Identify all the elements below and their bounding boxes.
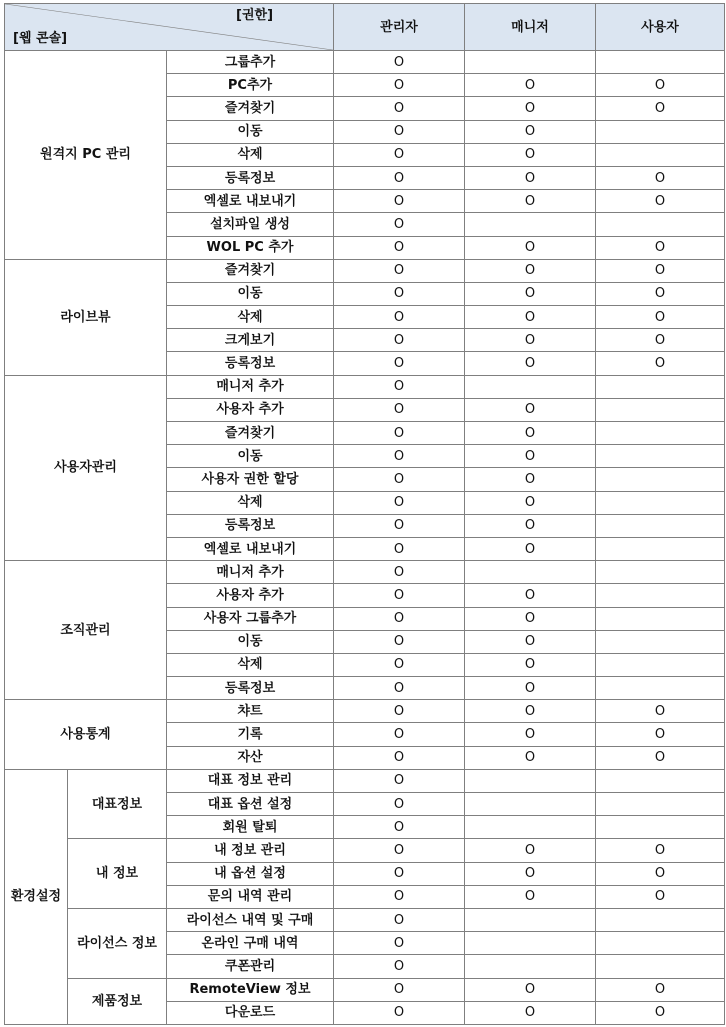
feature-cell: 이동 xyxy=(167,282,334,305)
permission-cell xyxy=(596,885,725,908)
permission-cell xyxy=(334,259,465,282)
permission-cell xyxy=(465,607,596,630)
permission-mark: O xyxy=(524,680,536,696)
permission-mark: O xyxy=(393,680,405,696)
feature-cell: 쿠폰관리 xyxy=(167,955,334,978)
permission-mark: O xyxy=(654,263,666,279)
permission-cell xyxy=(596,422,725,445)
permission-cell xyxy=(334,816,465,839)
permission-cell xyxy=(596,213,725,236)
permission-mark: O xyxy=(393,147,405,163)
permission-cell xyxy=(465,120,596,143)
permission-cell xyxy=(334,885,465,908)
feature-cell: 등록정보 xyxy=(167,352,334,375)
permission-cell xyxy=(334,700,465,723)
section-label: 사용통계 xyxy=(5,700,167,770)
permission-cell xyxy=(465,978,596,1001)
permission-cell xyxy=(596,1001,725,1024)
permission-mark: O xyxy=(393,332,405,348)
permission-mark: O xyxy=(524,982,536,998)
permission-mark: O xyxy=(393,912,405,928)
permission-cell xyxy=(334,1001,465,1024)
feature-cell: 문의 내역 관리 xyxy=(167,885,334,908)
permission-mark: O xyxy=(524,1005,536,1021)
permission-mark: O xyxy=(393,750,405,766)
table-row xyxy=(5,375,725,398)
permission-mark: O xyxy=(524,866,536,882)
permission-cell xyxy=(334,561,465,584)
permission-mark: O xyxy=(393,982,405,998)
permission-cell xyxy=(334,143,465,166)
permission-mark: O xyxy=(524,240,536,256)
permission-mark: O xyxy=(524,541,536,557)
permission-cell xyxy=(596,862,725,885)
permission-cell xyxy=(334,375,465,398)
permission-mark: O xyxy=(524,263,536,279)
permission-cell xyxy=(465,700,596,723)
permission-cell xyxy=(596,793,725,816)
permission-cell xyxy=(334,584,465,607)
permission-cell xyxy=(596,51,725,74)
permission-cell xyxy=(465,213,596,236)
group-label: 라이선스 정보 xyxy=(68,908,167,978)
permission-cell xyxy=(596,166,725,189)
feature-cell: PC추가 xyxy=(167,74,334,97)
permission-cell xyxy=(334,491,465,514)
feature-cell: 엑셀로 내보내기 xyxy=(167,537,334,560)
permission-cell xyxy=(334,352,465,375)
permission-cell xyxy=(596,537,725,560)
permission-cell xyxy=(334,862,465,885)
group-label: 대표정보 xyxy=(68,769,167,839)
permission-mark: O xyxy=(654,309,666,325)
permission-mark: O xyxy=(524,727,536,743)
permission-cell xyxy=(465,352,596,375)
permission-mark: O xyxy=(654,170,666,186)
permission-mark: O xyxy=(393,471,405,487)
permission-cell xyxy=(596,143,725,166)
permission-cell xyxy=(596,282,725,305)
permission-cell xyxy=(596,514,725,537)
feature-cell: 온라인 구매 내역 xyxy=(167,932,334,955)
permission-cell xyxy=(334,236,465,259)
permission-mark: O xyxy=(524,587,536,603)
permission-cell xyxy=(334,793,465,816)
feature-cell: RemoteView 정보 xyxy=(167,978,334,1001)
table-row xyxy=(5,839,725,862)
permission-mark: O xyxy=(393,124,405,140)
permission-cell xyxy=(334,653,465,676)
permission-cell xyxy=(334,537,465,560)
permission-mark: O xyxy=(393,657,405,673)
permission-mark: O xyxy=(393,379,405,395)
permission-cell xyxy=(596,120,725,143)
permission-cell xyxy=(334,769,465,792)
section-label: 조직관리 xyxy=(5,561,167,700)
permission-cell xyxy=(465,398,596,421)
permission-mark: O xyxy=(524,750,536,766)
table-row xyxy=(5,561,725,584)
feature-cell: 매니저 추가 xyxy=(167,375,334,398)
permission-cell xyxy=(334,839,465,862)
permission-cell xyxy=(465,422,596,445)
permission-cell xyxy=(596,607,725,630)
permission-mark: O xyxy=(654,727,666,743)
permission-cell xyxy=(334,908,465,931)
permission-cell xyxy=(465,932,596,955)
feature-cell: WOL PC 추가 xyxy=(167,236,334,259)
permission-cell xyxy=(465,584,596,607)
permission-table xyxy=(4,3,725,1025)
permission-mark: O xyxy=(393,935,405,951)
permission-mark: O xyxy=(524,309,536,325)
permission-mark: O xyxy=(393,193,405,209)
permission-cell xyxy=(465,468,596,491)
permission-cell xyxy=(465,677,596,700)
permission-mark: O xyxy=(524,147,536,163)
permission-mark: O xyxy=(393,958,405,974)
permission-cell xyxy=(596,398,725,421)
permission-mark: O xyxy=(393,866,405,882)
permission-cell xyxy=(596,445,725,468)
feature-cell: 엑셀로 내보내기 xyxy=(167,190,334,213)
permission-cell xyxy=(465,885,596,908)
permission-mark: O xyxy=(654,982,666,998)
table-row xyxy=(5,978,725,1001)
permission-cell xyxy=(596,74,725,97)
permission-cell xyxy=(596,932,725,955)
permission-mark: O xyxy=(393,495,405,511)
permission-cell xyxy=(465,816,596,839)
permission-mark: O xyxy=(524,495,536,511)
permission-cell xyxy=(334,329,465,352)
permission-mark: O xyxy=(524,425,536,441)
permission-cell xyxy=(465,630,596,653)
permission-mark: O xyxy=(654,866,666,882)
permission-mark: O xyxy=(393,77,405,93)
permission-mark: O xyxy=(524,356,536,372)
permission-mark: O xyxy=(524,889,536,905)
feature-cell: 이동 xyxy=(167,120,334,143)
feature-cell: 즐겨찾기 xyxy=(167,97,334,120)
feature-cell: 사용자 그룹추가 xyxy=(167,607,334,630)
section-label: 라이브뷰 xyxy=(5,259,167,375)
permission-mark: O xyxy=(524,842,536,858)
permission-cell xyxy=(334,213,465,236)
permission-mark: O xyxy=(393,727,405,743)
permission-mark: O xyxy=(393,773,405,789)
permission-cell xyxy=(465,166,596,189)
permission-cell xyxy=(465,306,596,329)
permission-cell xyxy=(465,723,596,746)
permission-cell xyxy=(596,306,725,329)
permission-cell xyxy=(334,51,465,74)
permission-cell xyxy=(596,955,725,978)
permission-cell xyxy=(465,514,596,537)
permission-mark: O xyxy=(524,170,536,186)
corner-header-cell xyxy=(5,4,334,51)
feature-cell: 기록 xyxy=(167,723,334,746)
feature-cell: 등록정보 xyxy=(167,514,334,537)
permission-mark: O xyxy=(524,402,536,418)
permission-cell xyxy=(596,375,725,398)
permission-cell xyxy=(465,97,596,120)
permission-cell xyxy=(596,816,725,839)
permission-mark: O xyxy=(393,54,405,70)
permission-cell xyxy=(465,190,596,213)
feature-cell: 사용자 추가 xyxy=(167,398,334,421)
permission-mark: O xyxy=(393,216,405,232)
permission-cell xyxy=(465,282,596,305)
permission-mark: O xyxy=(524,332,536,348)
permission-cell xyxy=(596,908,725,931)
permission-mark: O xyxy=(393,587,405,603)
permission-cell xyxy=(465,793,596,816)
permission-cell xyxy=(334,120,465,143)
permission-mark: O xyxy=(654,842,666,858)
feature-cell: 대표 정보 관리 xyxy=(167,769,334,792)
group-label: 내 정보 xyxy=(68,839,167,909)
permission-cell xyxy=(465,74,596,97)
permission-cell xyxy=(334,166,465,189)
permission-cell xyxy=(596,468,725,491)
permission-mark: O xyxy=(524,657,536,673)
role-header-manager: 매니저 xyxy=(465,4,596,51)
permission-cell xyxy=(334,97,465,120)
permission-cell xyxy=(465,839,596,862)
table-row xyxy=(5,908,725,931)
permission-cell xyxy=(465,908,596,931)
permission-mark: O xyxy=(393,819,405,835)
feature-cell: 그룹추가 xyxy=(167,51,334,74)
corner-label-permission: [권한] xyxy=(236,8,274,23)
permission-cell xyxy=(334,932,465,955)
table-row xyxy=(5,259,725,282)
permission-cell xyxy=(596,491,725,514)
permission-mark: O xyxy=(654,332,666,348)
feature-cell: 즐겨찾기 xyxy=(167,259,334,282)
permission-mark: O xyxy=(393,611,405,627)
permission-cell xyxy=(465,955,596,978)
permission-mark: O xyxy=(393,634,405,650)
feature-cell: 이동 xyxy=(167,630,334,653)
permission-mark: O xyxy=(393,425,405,441)
permission-cell xyxy=(596,630,725,653)
permission-cell xyxy=(334,746,465,769)
permission-cell xyxy=(334,74,465,97)
permission-cell xyxy=(334,190,465,213)
permission-cell xyxy=(596,723,725,746)
permission-cell xyxy=(334,677,465,700)
permission-cell xyxy=(334,630,465,653)
permission-mark: O xyxy=(524,634,536,650)
group-label: 제품정보 xyxy=(68,978,167,1024)
permission-cell xyxy=(465,236,596,259)
feature-cell: 삭제 xyxy=(167,143,334,166)
permission-mark: O xyxy=(654,356,666,372)
permission-cell xyxy=(596,839,725,862)
permission-cell xyxy=(596,259,725,282)
role-header-admin: 관리자 xyxy=(334,4,465,51)
permission-mark: O xyxy=(654,240,666,256)
permission-mark: O xyxy=(393,796,405,812)
permission-mark: O xyxy=(654,1005,666,1021)
permission-cell xyxy=(334,514,465,537)
permission-cell xyxy=(465,1001,596,1024)
permission-mark: O xyxy=(393,842,405,858)
permission-cell xyxy=(596,769,725,792)
permission-mark: O xyxy=(654,889,666,905)
permission-mark: O xyxy=(654,100,666,116)
permission-cell xyxy=(334,306,465,329)
permission-cell xyxy=(596,978,725,1001)
permission-cell xyxy=(465,329,596,352)
feature-cell: 내 옵션 설정 xyxy=(167,862,334,885)
permission-mark: O xyxy=(524,100,536,116)
permission-mark: O xyxy=(393,356,405,372)
permission-mark: O xyxy=(393,240,405,256)
permission-cell xyxy=(334,422,465,445)
feature-cell: 자산 xyxy=(167,746,334,769)
permission-mark: O xyxy=(654,77,666,93)
permission-cell xyxy=(596,236,725,259)
permission-cell xyxy=(334,398,465,421)
permission-mark: O xyxy=(524,518,536,534)
permission-mark: O xyxy=(393,541,405,557)
header-row xyxy=(5,4,725,51)
permission-mark: O xyxy=(393,309,405,325)
permission-cell xyxy=(596,561,725,584)
permission-cell xyxy=(465,769,596,792)
permission-cell xyxy=(465,746,596,769)
section-label: 환경설정 xyxy=(5,769,68,1024)
permission-cell xyxy=(596,329,725,352)
section-label: 사용자관리 xyxy=(5,375,167,561)
corner-label-console: [웹 콘솔] xyxy=(13,31,68,46)
permission-mark: O xyxy=(393,402,405,418)
permission-mark: O xyxy=(654,286,666,302)
feature-cell: 삭제 xyxy=(167,491,334,514)
permission-cell xyxy=(465,51,596,74)
permission-mark: O xyxy=(524,124,536,140)
feature-cell: 대표 옵션 설정 xyxy=(167,793,334,816)
feature-cell: 이동 xyxy=(167,445,334,468)
permission-cell xyxy=(596,352,725,375)
permission-cell xyxy=(596,677,725,700)
permission-cell xyxy=(334,468,465,491)
permission-cell xyxy=(465,561,596,584)
feature-cell: 내 정보 관리 xyxy=(167,839,334,862)
permission-cell xyxy=(334,607,465,630)
permission-mark: O xyxy=(393,889,405,905)
section-label: 원격지 PC 관리 xyxy=(5,51,167,260)
permission-mark: O xyxy=(524,193,536,209)
permission-cell xyxy=(465,653,596,676)
feature-cell: 등록정보 xyxy=(167,166,334,189)
permission-mark: O xyxy=(393,703,405,719)
feature-cell: 사용자 추가 xyxy=(167,584,334,607)
permission-cell xyxy=(596,700,725,723)
feature-cell: 삭제 xyxy=(167,653,334,676)
table-row xyxy=(5,51,725,74)
permission-cell xyxy=(596,653,725,676)
permission-mark: O xyxy=(393,286,405,302)
permission-mark: O xyxy=(393,564,405,580)
feature-cell: 회원 탈퇴 xyxy=(167,816,334,839)
permission-mark: O xyxy=(524,286,536,302)
feature-cell: 등록정보 xyxy=(167,677,334,700)
feature-cell: 챠트 xyxy=(167,700,334,723)
role-header-user: 사용자 xyxy=(596,4,725,51)
permission-cell xyxy=(465,537,596,560)
feature-cell: 크게보기 xyxy=(167,329,334,352)
permission-cell xyxy=(465,259,596,282)
permission-cell xyxy=(334,723,465,746)
permission-mark: O xyxy=(393,263,405,279)
permission-cell xyxy=(465,862,596,885)
permission-mark: O xyxy=(393,100,405,116)
permission-cell xyxy=(596,97,725,120)
permission-cell xyxy=(596,746,725,769)
permission-mark: O xyxy=(524,703,536,719)
permission-mark: O xyxy=(393,518,405,534)
feature-cell: 다운로드 xyxy=(167,1001,334,1024)
permission-cell xyxy=(465,143,596,166)
permission-cell xyxy=(334,445,465,468)
permission-mark: O xyxy=(524,471,536,487)
permission-mark: O xyxy=(654,750,666,766)
permission-mark: O xyxy=(393,1005,405,1021)
permission-cell xyxy=(465,491,596,514)
permission-mark: O xyxy=(654,703,666,719)
feature-cell: 삭제 xyxy=(167,306,334,329)
permission-cell xyxy=(596,584,725,607)
table-row xyxy=(5,700,725,723)
feature-cell: 사용자 권한 할당 xyxy=(167,468,334,491)
permission-mark: O xyxy=(524,77,536,93)
permission-cell xyxy=(334,282,465,305)
permission-cell xyxy=(334,978,465,1001)
permission-cell xyxy=(465,375,596,398)
feature-cell: 설치파일 생성 xyxy=(167,213,334,236)
table-row xyxy=(5,769,725,792)
permission-mark: O xyxy=(524,611,536,627)
permission-mark: O xyxy=(393,448,405,464)
feature-cell: 즐겨찾기 xyxy=(167,422,334,445)
permission-mark: O xyxy=(524,448,536,464)
permission-mark: O xyxy=(393,170,405,186)
permission-mark: O xyxy=(654,193,666,209)
permission-cell xyxy=(465,445,596,468)
feature-cell: 라이선스 내역 및 구매 xyxy=(167,908,334,931)
feature-cell: 매니저 추가 xyxy=(167,561,334,584)
permission-cell xyxy=(334,955,465,978)
permission-cell xyxy=(596,190,725,213)
